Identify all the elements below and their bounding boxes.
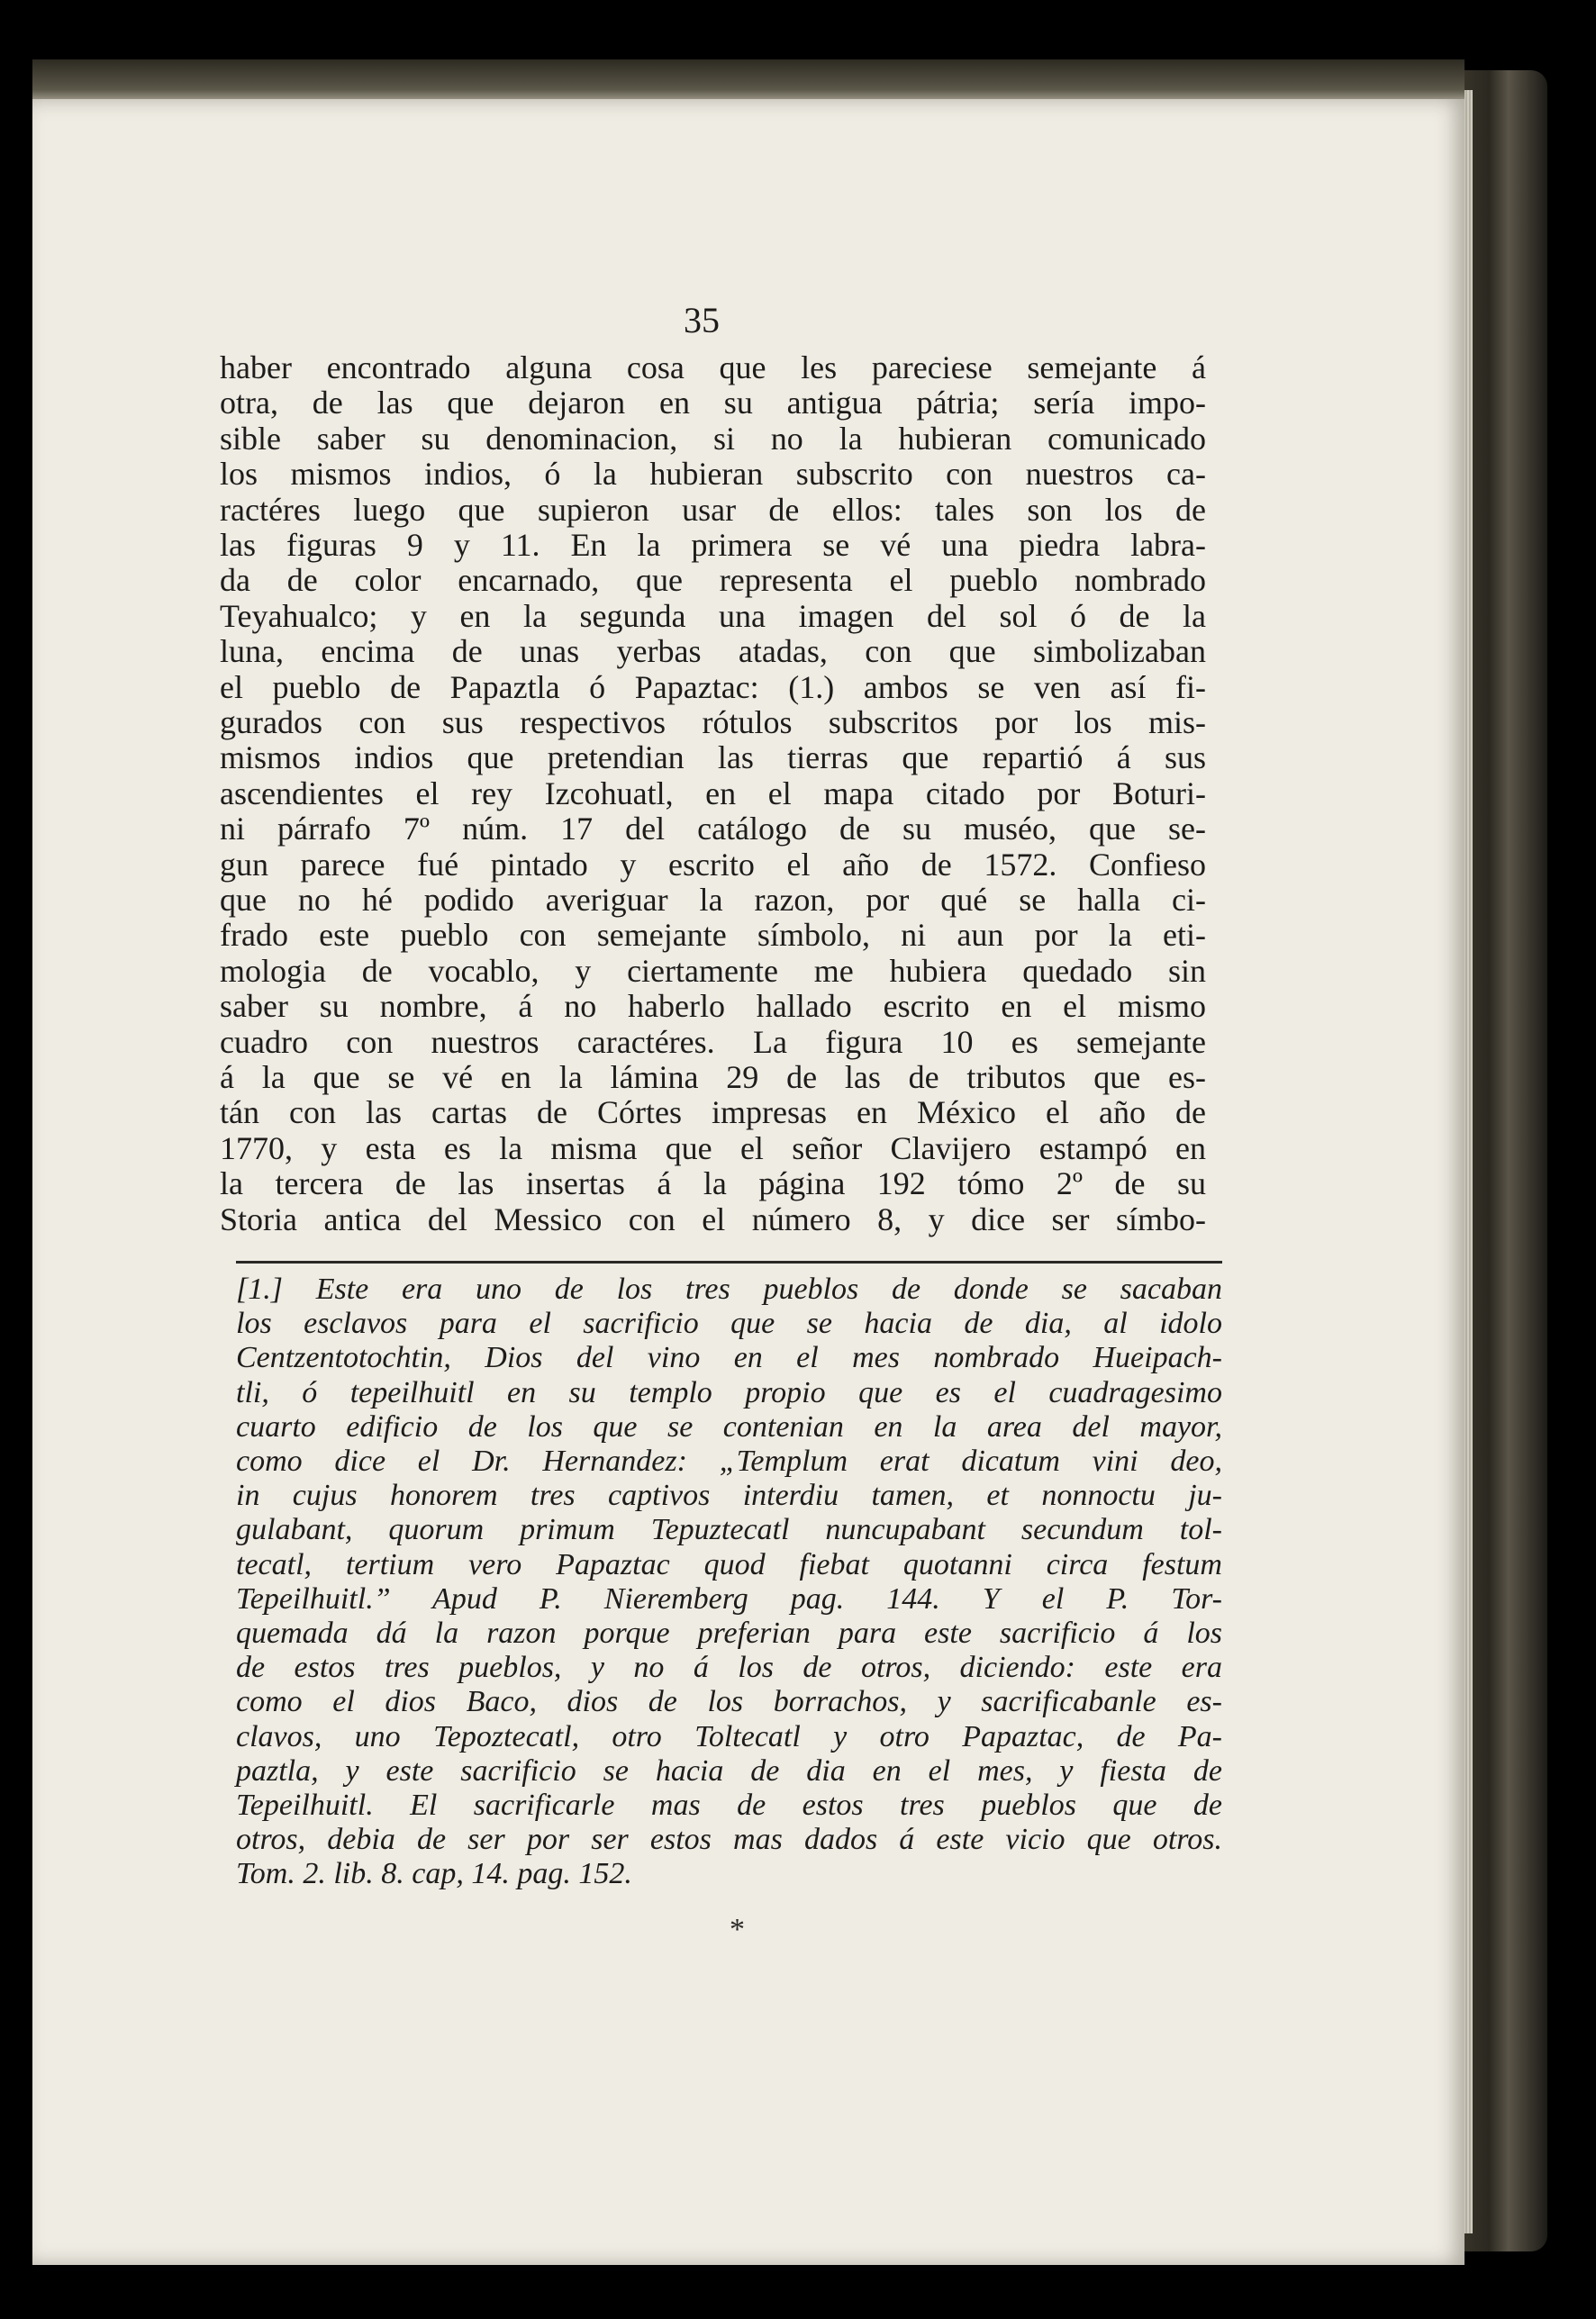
footnote-line: cuarto edificio de los que se contenian en la area del mayor, xyxy=(236,1409,1222,1444)
main-text-line: Teyahualco; y en la segunda una imagen del sol ó de la xyxy=(220,597,1206,634)
footnote-line: de estos tres pueblos, y no á los de otros, diciendo: este era xyxy=(236,1651,1222,1685)
page-top-shadow xyxy=(32,59,1465,103)
footnote-line: [1.] Este era uno de los tres pueblos de donde se sacaban xyxy=(236,1273,1222,1306)
footnote-line: Tepeilhuitl.” Apud P. Nieremberg pag. 144. Y el P. Tor- xyxy=(236,1581,1222,1616)
main-text-line: haber encontrado alguna cosa que les pareciese semejante á xyxy=(220,349,1206,385)
main-text-line: luna, encima de unas yerbas atadas, con que simbolizaban xyxy=(220,633,1206,670)
main-text-line: da de color encarnado, que representa el pueblo nombrado xyxy=(220,562,1206,599)
footnote-line: paztla, y este sacrificio se hacia de dia en el mes, y fiesta de xyxy=(236,1753,1222,1788)
footnote-line: quemada dá la razon porque preferian para este sacrificio á los xyxy=(236,1617,1222,1650)
main-text-line: ni párrafo 7º núm. 17 del catálogo de su muséo, que se- xyxy=(220,811,1206,847)
main-text-line: saber su nombre, á no haberlo hallado escrito en el mismo xyxy=(220,988,1206,1025)
footnote-line: como dice el Dr. Hernandez: „Templum erat dicatum vini deo, xyxy=(236,1445,1222,1478)
main-text-line: sible saber su denominacion, si no la hubieran comunicado xyxy=(220,420,1206,457)
main-text-line: á la que se vé en la lámina 29 de las de tributos que es- xyxy=(220,1059,1206,1095)
main-text-line: mismos indios que pretendian las tierras que repartió á sus xyxy=(220,739,1206,776)
footnote-line: clavos, uno Tepoztecatl, otro Toltecatl y otro Papaztac, de Pa- xyxy=(236,1719,1222,1753)
main-text-line: la tercera de las insertas á la página 192 tómo 2º de su xyxy=(220,1165,1206,1202)
footnote-line: Centzentotochtin, Dios del vino en el mes nombrado Hueipach- xyxy=(236,1341,1222,1375)
footnote-line: los esclavos para el sacrificio que se hacia de dia, al idolo xyxy=(236,1307,1222,1341)
main-text-line: Storia antica del Messico con el número 8, y dice ser símbo- xyxy=(220,1200,1206,1237)
footnote-line: Tepeilhuitl. El sacrificarle mas de estos tres pueblos que de xyxy=(236,1789,1222,1822)
main-text-line: gun parece fué pintado y escrito el año de 1572. Confieso xyxy=(220,846,1206,883)
signature-mark: * xyxy=(730,1913,745,1946)
main-text-line: ractéres luego que supieron usar de ellos: tales son los de xyxy=(220,491,1206,528)
page-number: 35 xyxy=(684,300,720,340)
main-text-line: los mismos indios, ó la hubieran subscrito con nuestros ca- xyxy=(220,456,1206,493)
main-text-line: el pueblo de Papaztla ó Papaztac: (1.) ambos se ven así fi- xyxy=(220,668,1206,705)
main-text-line: tán con las cartas de Córtes impresas en México el año de xyxy=(220,1094,1206,1131)
main-text-line: cuadro con nuestros caractéres. La figura 10 es semejante xyxy=(220,1023,1206,1060)
main-text-line: gurados con sus respectivos rótulos subscritos por los mis- xyxy=(220,704,1206,740)
footnote-line: Tom. 2. lib. 8. cap, 14. pag. 152. xyxy=(236,1857,632,1891)
main-text-line: que no hé podido averiguar la razon, por qué se halla ci- xyxy=(220,882,1206,918)
footnote-line: otros, debia de ser por ser estos mas dados á este vicio que otros. xyxy=(236,1823,1222,1857)
main-text-line: mologia de vocablo, y ciertamente me hubiera quedado sin xyxy=(220,952,1206,989)
main-text-line: las figuras 9 y 11. En la primera se vé una piedra labra- xyxy=(220,527,1206,563)
main-text-line: ascendientes el rey Izcohuatl, en el mapa citado por Boturi- xyxy=(220,775,1206,811)
footnote-line: tli, ó tepeilhuitl en su templo propio que es el cuadragesimo xyxy=(236,1375,1222,1409)
main-text-line: 1770, y esta es la misma que el señor Clavijero estampó en xyxy=(220,1129,1206,1166)
main-text-line: frado este pueblo con semejante símbolo, ni aun por la eti- xyxy=(220,917,1206,954)
footnote-line: tecatl, tertium vero Papaztac quod fiebat quotanni circa festum xyxy=(236,1547,1222,1581)
footnote-line: in cujus honorem tres captivos interdiu tamen, et nonnoctu ju- xyxy=(236,1479,1222,1513)
footnote-rule xyxy=(236,1261,1222,1264)
footnote-line: como el dios Baco, dios de los borrachos, y sacrificabanle es- xyxy=(236,1685,1222,1719)
footnote-line: gulabant, quorum primum Tepuztecatl nuncupabant secundum tol- xyxy=(236,1513,1222,1547)
main-text-line: otra, de las que dejaron en su antigua pátria; sería impo- xyxy=(220,385,1206,421)
